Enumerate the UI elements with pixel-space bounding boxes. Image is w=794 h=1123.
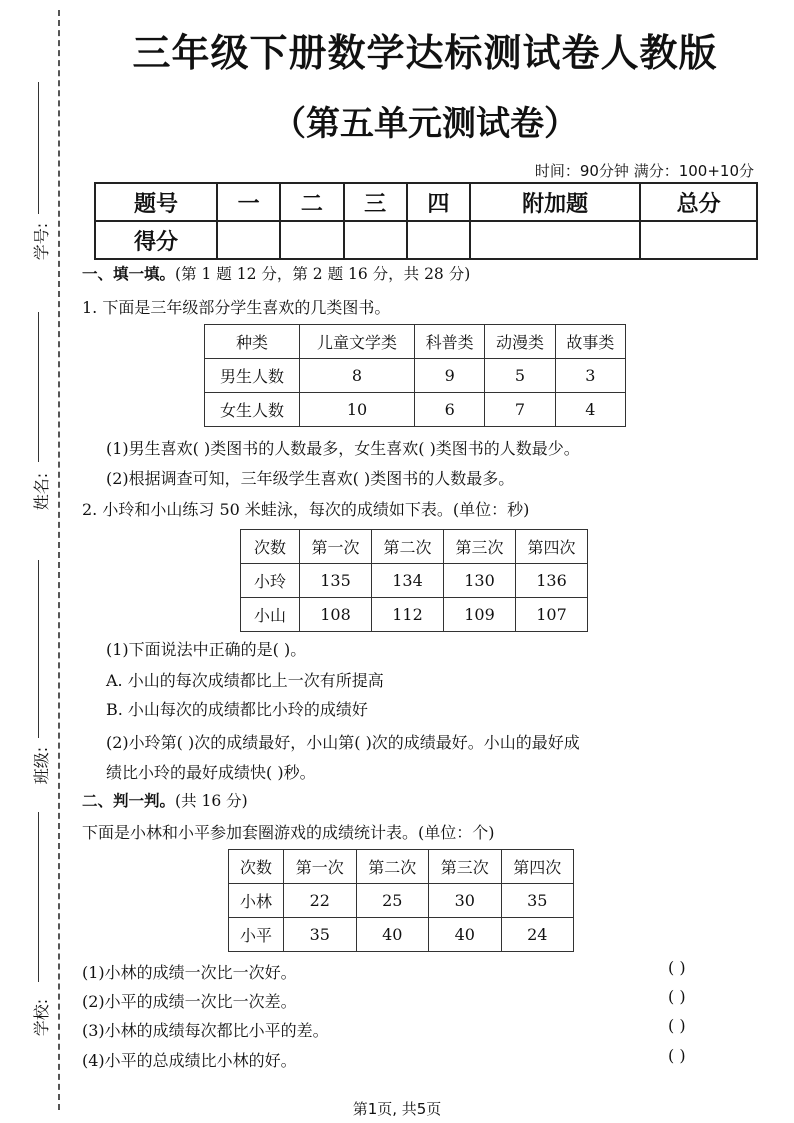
table-row	[205, 393, 626, 427]
school-label: 学校:	[32, 998, 52, 1037]
page-subtitle: （第五单元测试卷）	[272, 104, 578, 144]
table-cell: 107	[516, 598, 588, 632]
table-row	[229, 918, 574, 952]
score-header-row	[95, 183, 757, 221]
table-cell: 小林	[229, 884, 284, 918]
table-header-cell: 第二次	[356, 850, 429, 884]
section1-note: (第 1 题 12 分，第 2 题 16 分，共 28 分)	[175, 265, 471, 283]
page-number: 第1页, 共5页	[352, 1100, 442, 1118]
score-header-cell: 二	[280, 183, 343, 221]
section2-heading	[82, 789, 248, 811]
q2-sub2-line1: (2)小玲第( )次的成绩最好，小山第( )次的成绩最好。小山的最好成	[106, 733, 580, 752]
table-cell: 3	[555, 359, 625, 393]
table-row	[241, 530, 588, 564]
score-row-label: 得分	[95, 221, 217, 259]
judge-item-2: (2)小平的成绩一次比一次差。	[82, 992, 297, 1011]
table-row	[241, 564, 588, 598]
binding-dashed-line	[58, 10, 60, 1110]
score-entry-cell[interactable]	[640, 221, 757, 259]
score-header-cell: 总分	[640, 183, 757, 221]
table-header-cell: 第四次	[501, 850, 574, 884]
score-entry-cell[interactable]	[344, 221, 407, 259]
table-cell: 男生人数	[205, 359, 300, 393]
table-header-cell: 第三次	[429, 850, 502, 884]
score-entry-cell[interactable]	[217, 221, 280, 259]
q2-swim-table	[240, 529, 588, 632]
table-header-cell: 第二次	[372, 530, 444, 564]
score-entry-cell[interactable]	[470, 221, 640, 259]
table-row	[229, 884, 574, 918]
judge-item-4: (4)小平的总成绩比小林的好。	[82, 1051, 297, 1070]
class-line	[38, 560, 39, 738]
table-cell: 108	[300, 598, 372, 632]
name-line	[38, 312, 39, 462]
q1-sub1: (1)男生喜欢( )类图书的人数最多，女生喜欢( )类图书的人数最少。	[106, 439, 580, 458]
table-header-cell: 第一次	[284, 850, 357, 884]
section2-title: 二、判一判。	[82, 792, 176, 810]
score-entry-cell[interactable]	[280, 221, 343, 259]
table-cell: 109	[444, 598, 516, 632]
table-cell: 136	[516, 564, 588, 598]
table-cell: 40	[356, 918, 429, 952]
section1-heading	[82, 262, 470, 284]
score-entry-row	[95, 221, 757, 259]
table-cell: 24	[501, 918, 574, 952]
score-header-cell: 附加题	[470, 183, 640, 221]
table-header-cell: 种类	[205, 325, 300, 359]
table-header-cell: 第一次	[300, 530, 372, 564]
judge-answer-1[interactable]: ( )	[668, 958, 686, 977]
table-cell: 9	[415, 359, 485, 393]
judge-answer-4[interactable]: ( )	[668, 1046, 686, 1065]
q2-option-a: A. 小山的每次成绩都比上一次有所提高	[106, 671, 384, 690]
section2-intro: 下面是小林和小平参加套圈游戏的成绩统计表。(单位：个)	[82, 823, 495, 842]
time-info: 时间：90分钟 满分：100+10分	[534, 162, 754, 180]
table-cell: 25	[356, 884, 429, 918]
table-row	[205, 359, 626, 393]
table-cell: 10	[300, 393, 415, 427]
table-cell: 6	[415, 393, 485, 427]
name-label: 姓名:	[32, 472, 52, 511]
q1-books-table	[204, 324, 626, 427]
table-cell: 112	[372, 598, 444, 632]
score-header-cell: 四	[407, 183, 470, 221]
judge-answer-2[interactable]: ( )	[668, 987, 686, 1006]
table-row	[205, 325, 626, 359]
judge-item-3: (3)小林的成绩每次都比小平的差。	[82, 1021, 329, 1040]
q1-sub2: (2)根据调查可知，三年级学生喜欢( )类图书的人数最多。	[106, 469, 515, 488]
table-header-cell: 故事类	[555, 325, 625, 359]
score-table	[94, 182, 758, 260]
table-cell: 134	[372, 564, 444, 598]
table-cell: 35	[284, 918, 357, 952]
table-cell: 30	[429, 884, 502, 918]
table-cell: 4	[555, 393, 625, 427]
section2-note: (共 16 分)	[175, 792, 248, 810]
judge-item-1: (1)小林的成绩一次比一次好。	[82, 963, 297, 982]
table-header-cell: 动漫类	[485, 325, 555, 359]
table-header-cell: 第四次	[516, 530, 588, 564]
table-cell: 135	[300, 564, 372, 598]
q1-text: 1. 下面是三年级部分学生喜欢的几类图书。	[82, 298, 391, 317]
score-header-cell: 三	[344, 183, 407, 221]
table-cell: 5	[485, 359, 555, 393]
q2-option-b: B. 小山每次的成绩都比小玲的成绩好	[106, 700, 368, 719]
table-cell: 22	[284, 884, 357, 918]
q2-sub1: (1)下面说法中正确的是( )。	[106, 640, 307, 659]
q2-text: 2. 小玲和小山练习 50 米蛙泳，每次的成绩如下表。(单位：秒)	[82, 500, 530, 519]
section1-title: 一、填一填。	[82, 265, 176, 283]
table-header-cell: 次数	[241, 530, 300, 564]
table-header-cell: 科普类	[415, 325, 485, 359]
table-cell: 小山	[241, 598, 300, 632]
table-cell: 8	[300, 359, 415, 393]
score-header-cell: 一	[217, 183, 280, 221]
table-cell: 小平	[229, 918, 284, 952]
table-header-cell: 儿童文学类	[300, 325, 415, 359]
table-row	[241, 598, 588, 632]
table-cell: 小玲	[241, 564, 300, 598]
score-entry-cell[interactable]	[407, 221, 470, 259]
ring-toss-table	[228, 849, 574, 952]
judge-answer-3[interactable]: ( )	[668, 1016, 686, 1035]
student-id-label: 学号:	[32, 222, 52, 261]
table-row	[229, 850, 574, 884]
table-header-cell: 次数	[229, 850, 284, 884]
score-header-cell: 题号	[95, 183, 217, 221]
table-cell: 7	[485, 393, 555, 427]
table-cell: 女生人数	[205, 393, 300, 427]
class-label: 班级:	[32, 746, 52, 785]
table-cell: 40	[429, 918, 502, 952]
school-line	[38, 812, 39, 982]
q2-sub2-line2: 绩比小玲的最好成绩快( )秒。	[106, 763, 316, 782]
table-cell: 35	[501, 884, 574, 918]
table-cell: 130	[444, 564, 516, 598]
table-header-cell: 第三次	[444, 530, 516, 564]
page-title: 三年级下册数学达标测试卷人教版	[132, 31, 718, 75]
